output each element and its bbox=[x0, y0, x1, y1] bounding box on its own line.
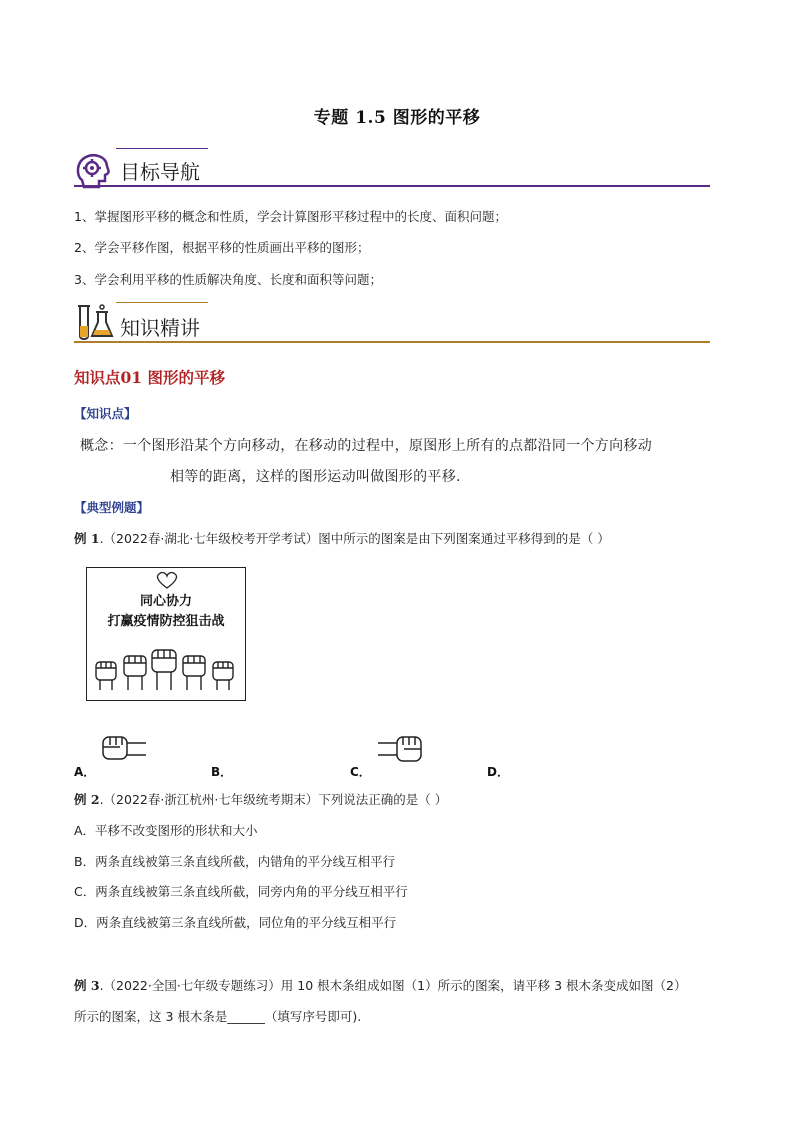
objective-3: 3、学会利用平移的性质解决角度、长度和面积等问题； bbox=[74, 272, 382, 287]
poster-line-2: 打赢疫情防控狙击战 bbox=[107, 614, 225, 629]
heart-outline-icon bbox=[155, 571, 179, 589]
brain-gear-icon bbox=[74, 150, 114, 190]
knowledge-tag: 【知识点】 bbox=[74, 406, 137, 421]
example-3-text-2: 所示的图案，这 3 根木条是______（填写序号即可). bbox=[74, 1009, 362, 1024]
option-c: C． bbox=[350, 765, 371, 779]
examples-tag: 【典型例题】 bbox=[74, 500, 150, 515]
example-1-label: 例 1 bbox=[74, 531, 100, 546]
option-d: D． bbox=[487, 765, 509, 779]
objective-2: 2、学会平移作图，根据平移的性质画出平移的图形； bbox=[74, 240, 370, 255]
example-1-question bbox=[74, 529, 610, 547]
example-2-choice-c: C．两条直线被第三条直线所截，同旁内角的平分线互相平行 bbox=[74, 884, 408, 899]
example-1-text: .（2022春·湖北·七年级校考开学考试）图中所示的图案是由下列图案通过平移得到的是（ ） bbox=[99, 531, 610, 546]
section-knowledge-header bbox=[74, 302, 710, 344]
option-b: B． bbox=[211, 765, 233, 779]
example-1-poster bbox=[86, 567, 246, 701]
fist-icon bbox=[183, 656, 205, 690]
poster-line-1: 同心协力 bbox=[139, 594, 192, 609]
example-3-text-1: .（2022·全国·七年级专题练习）用 10 根木条组成如图（1）所示的图案，请平移 3 根木条变成如图（2） bbox=[99, 978, 687, 993]
section-knowledge-rule bbox=[74, 341, 710, 343]
example-2-text: .（2022春·浙江杭州·七年级统考期末）下列说法正确的是（ ） bbox=[99, 792, 448, 807]
fists-row bbox=[92, 648, 242, 692]
example-3-label: 例 3 bbox=[74, 978, 100, 993]
section-goals-rule bbox=[74, 185, 710, 187]
fist-icon bbox=[124, 656, 146, 690]
fist-icon bbox=[152, 650, 176, 690]
fist-icon bbox=[100, 733, 148, 767]
chemistry-flask-icon bbox=[74, 302, 116, 342]
concept-line-1: 概念：一个图形沿某个方向移动，在移动的过程中，原图形上所有的点都沿同一个方向移动 bbox=[80, 438, 652, 454]
example-2-choice-a: A．平移不改变图形的形状和大小 bbox=[74, 823, 258, 838]
option-a: A． bbox=[74, 765, 96, 779]
example-2-label: 例 2 bbox=[74, 792, 100, 807]
fist-icon bbox=[213, 662, 233, 690]
example-2-question bbox=[74, 790, 447, 808]
section-knowledge-label: 知识精讲 bbox=[120, 316, 200, 340]
section-goals-label: 目标导航 bbox=[120, 160, 200, 184]
example-3-question bbox=[74, 976, 686, 994]
section-goals-header bbox=[74, 148, 710, 190]
fist-icon bbox=[376, 733, 424, 767]
example-2-choice-b: B．两条直线被第三条直线所截，内错角的平分线互相平行 bbox=[74, 854, 396, 869]
page-title: 专题 1.5 图形的平移 bbox=[313, 108, 481, 128]
knowledge-point-title: 知识点01 图形的平移 bbox=[74, 368, 225, 387]
concept-line-2: 相等的距离，这样的图形运动叫做图形的平移. bbox=[170, 469, 461, 485]
objective-1: 1、掌握图形平移的概念和性质，学会计算图形平移过程中的长度、面积问题； bbox=[74, 209, 507, 224]
example-2-choice-d: D．两条直线被第三条直线所截，同位角的平分线互相平行 bbox=[74, 915, 397, 930]
fist-icon bbox=[96, 662, 116, 690]
